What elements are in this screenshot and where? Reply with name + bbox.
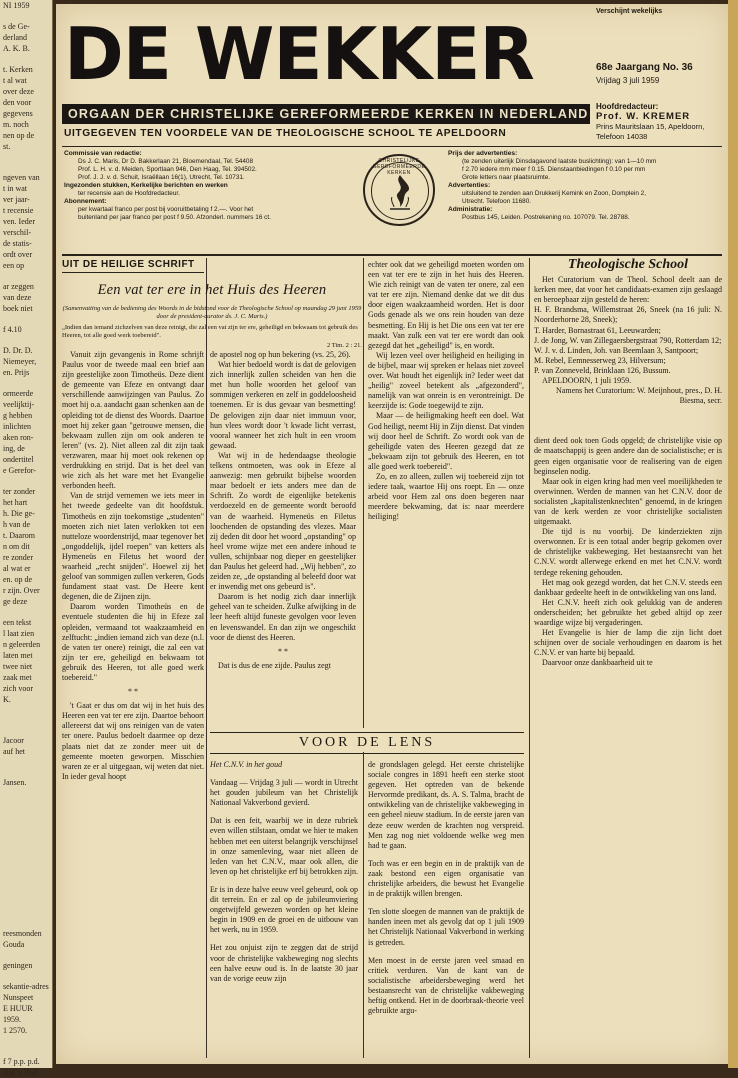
previous-page-text-line: r zijn. Over (3, 586, 40, 595)
burning-bush-icon (372, 163, 428, 219)
paragraph: Die tijd is nu voorbij. De kinderziekten zijn overwonnen. Er is een totaal ander begrip gekomen over de christelijke vakbeweging. Het bestaansrecht van het C.N.V. wordt allerwege erkend en met het C.N.V. wordt terdege rekening gehouden. (534, 527, 722, 577)
previous-page-text-line: ge deze (3, 597, 28, 606)
prijs-line: Grote letters naar plaatsruimte. (462, 174, 551, 181)
column-1-body (62, 350, 204, 782)
previous-page-text-line (0, 888, 52, 898)
previous-page-text-line: f 4.10 (3, 325, 22, 334)
candidate-entry: M. Rebel, Eemnesserweg 23, Hilversum; (534, 355, 666, 365)
bible-reference: 2 Tim. 2 : 21. (326, 342, 362, 349)
previous-page-text-line: 1959. (3, 1015, 21, 1024)
theological-school-heading: Theologische School (567, 257, 689, 272)
previous-page-text-line (0, 878, 52, 888)
commissie-label: Commissie van redactie: (64, 150, 142, 157)
paragraph: Vandaag — Vrijdag 3 juli — wordt in Utrecht het gouden jubileum van het Christelijk Nationaal Vakverbond gevierd. (210, 778, 358, 808)
lens-subheading: Het C.N.V. in het goud (210, 760, 283, 769)
notice-signature: Namens het Curatorium: W. Meijnhout, pres., D. H. Biesma, secr. (556, 386, 722, 406)
editor-block (596, 102, 704, 142)
newspaper-page (56, 4, 728, 1064)
issue-date: Vrijdag 3 juli 1959 (596, 76, 660, 85)
editor-name: Prof. W. KREMER (596, 111, 691, 122)
commissie-line: Prof. J. J. v. d. Schuit, Israëllaan 16(1), Utrecht, Tel. 10731. (78, 174, 245, 181)
previous-page-text-line: auf het (3, 747, 25, 756)
previous-page-text-line (0, 725, 52, 735)
candidate-entry: P. van Zonneveld, Brinklaan 126, Bussum. (534, 365, 671, 375)
paragraph: Maar — de heiligmaking heeft een doel. Wat God heiligt, neemt Hij in Zijn dienst. Dat vinden wij door heel de Schrift. Zo wordt ook van de geheiligde vaten des Heeren gezegd dat ze „bekwaam zijn tot gebruik des Heeren, en tot alle goed werk toebereid". (368, 411, 524, 471)
previous-page-text-line: s de Ge- (3, 22, 30, 31)
abonnement-label: Abonnement: (64, 198, 107, 205)
paragraph: Wat hier bedoeld wordt is dat de gelovigen zich innerlijk zullen scheiden van hen die met hun holle woorden het geloof van sommigen verkeren en zelf in goddeloosheid toenemen. Er is dus gevaar van besmetting! De gelovigen zijn daar niet immuun voor, hun vlees wordt door 't kwade licht verrast, vooral wanneer het zich hult in een vroom gewaad. (210, 360, 356, 450)
previous-page-text-line: aken ron- (3, 433, 34, 442)
previous-page-text-line: t al wat (3, 76, 27, 85)
volume-number: 68e Jaargang No. 36 (596, 62, 693, 73)
article-header (62, 280, 362, 355)
previous-page-text-line (0, 162, 52, 172)
paragraph: Het Evangelie is hier de lamp die zijn licht doet schijnen over de sociale verhoudingen en daarom is het C.N.V. er van harte bij bepaald. (534, 628, 722, 658)
paragraph: Ten slotte sloegen de mannen van de praktijk de handen ineen met als gevolg dat op 1 juli 1909 het Christelijk Nationaal Vakverbond in werking is getreden. (368, 907, 524, 947)
previous-page-text-line: een op (3, 261, 25, 270)
previous-page-text-line: ter zonder (3, 487, 36, 496)
paragraph: Wij lezen veel over heiligheid en heiliging in de bijbel, maar wij spreken er helaas niet zoveel over. Wat houdt het eigenlijk in? Ieder weet dat „heilig" zoveel betekent als „afgezonderd", namelijk van wat onrein is en verontreinigt. De keerzijde is: Gode toegewijd te zijn. (368, 350, 524, 411)
administratie-label: Administratie: (448, 206, 493, 213)
previous-page-text-line: Jansen. (3, 778, 27, 787)
paragraph: 't Gaat er dus om dat wij in het huis des Heeren een vat ter ere zijn. Daartoe behoort allereerst dat wij ons reinigen van de vaten ter onere. Paulus bedoelt daarmee op deze plaats niet dat ze zonder meer uit de gemeente moeten geworpen. Misschien waren ze er al uitgegaan, wij weten dat niet. In ieder geval hoopt (62, 701, 204, 781)
paragraph: dient deed ook toen Gods opgeld; de christelijke visie op de maatschappij is geen andere dan de socialistische; er is geen eigen organisatie voor de realisering van de eigen beginselen nodig. (534, 436, 722, 476)
ingezonden-line: ter recensie aan de Hoofdredacteur. (78, 190, 180, 197)
paragraph: Van de strijd vernemen we iets meer in het tweede gedeelte van dit hoofdstuk. Timotheüs en zijn toekomstige „studenten" moeten zich niet laten verlokken tot een nutteloze woordenstrijd, maar tegenover het „ongoddelijk, ijdel roepen" van ketters als Hymeneüs en Filetus het woord der waarheid „recht snijden". Hoewel zij het geloof van sommigen zullen verkeren, Gods fundament staat vast. De Heere kent degenen, die de Zijnen zijn. (62, 491, 204, 602)
previous-page-text-line: al wat er (3, 564, 31, 573)
previous-page-text-line: gegevens (3, 109, 33, 118)
church-seal-emblem (363, 154, 435, 226)
paragraph: Vanuit zijn gevangenis in Rome schrijft Paulus voor de tweede maal een brief aan zijn geestelijke zoon Timotheüs. Deze dient de gemeente van Efeze en ontvangt daar verschillende aanwijzingen van Paulus. Zo moet hij o.a. aandacht gaan schenken aan de opleiding tot de dienst des Woords. Daartoe moet hij zeker gaan "getrouwe mensen, die bekwaam zullen zijn om ook anderen te leren" (vs. 2). Niet alleen zal dit zijn taak verzwaren, maar hij moet ook rekenen op verdrukking en strijd. Dat is het deel van wie zich als het ware met het Evangelie verbonden heeft. (62, 350, 204, 491)
binding-edge (728, 0, 738, 1068)
previous-page-text-line: ven. Ieder (3, 217, 35, 226)
editor-address: Prins Mauritslaan 15, Apeldoorn, (596, 122, 705, 131)
previous-page-text-line: een tekst (3, 618, 32, 627)
previous-page-text-line: boek niet (3, 304, 33, 313)
previous-page-text-line: ordt over (3, 250, 33, 259)
paragraph: echter ook dat we geheiligd moeten worden om een vat ter ere te zijn in het huis des Heeren. Wie zich reinigt van de vaten ter onere, zal een vat ter ere zijn. Niemand denke dat we dit dus door eigen waakzaamheid worden. Het is door Gods genade als we ons rein houden van deze besmetting. En Hij is het Die ons een vat ter ere maakt. Van zulk een vat ter ere wordt dan ook gezegd dat het „geheiligd" is, en wordt. (368, 260, 524, 350)
advertising-info (448, 150, 722, 222)
previous-page-text-line (0, 798, 52, 808)
advertenties-line: Utrecht. Telefoon 11680. (462, 198, 532, 205)
previous-page-text-line: NI 1959 (3, 1, 30, 10)
editor-phone: Telefoon 14038 (596, 132, 648, 141)
paragraph: Het C.N.V. heeft zich ook gelukkig van de anderen onderscheiden; het gebruikte het gebed altijd op zeer waardige wijze bij vergaderingen. (534, 597, 722, 627)
previous-page-text-line: re zonder (3, 553, 33, 562)
previous-page-text-line (0, 705, 52, 715)
previous-page-text-line: en. op de (3, 575, 33, 584)
masthead-divider (62, 146, 722, 147)
previous-page-text-line: ondertitel (3, 455, 34, 464)
previous-page-text-line: h van de (3, 520, 31, 529)
previous-page-text-line (0, 335, 52, 345)
paragraph: Dat is een feit, waarbij we in deze rubriek even willen stilstaan, omdat we hier te maken hebben met een uiterst belangrijk verschijnsel in onze samenleving, waar niet alleen de leden van het C.N.V., maar ook allen, die leven op het christelijke erf bij betrokken zijn. (210, 816, 358, 876)
section-rule (62, 272, 204, 273)
previous-page-text-line (0, 918, 52, 928)
paragraph: Het zou onjuist zijn te zeggen dat de strijd voor de christelijke vakbeweging nog slechts een halve eeuw oud is. In de laatste 30 jaar van de vorige eeuw zijn (210, 943, 358, 983)
previous-page-text-line: Jacoor (3, 736, 24, 745)
paragraph: Zo, en zo alleen, zullen wij toebereid zijn tot iedere taak, waartoe Hij ons roept. En — onze arbeid voor Hem zal ons doen begeren naar meerdere bekwaming, dat is: naar meerdere heiliging! (368, 471, 524, 522)
commissie-line: Prof. L. H. v. d. Meiden, Sportlaan 946, Den Haag, Tel. 394502. (78, 166, 257, 173)
previous-page-text-line (0, 1046, 52, 1056)
previous-page-text-line: elig v. Bad. (3, 1068, 40, 1077)
advertenties-label: Advertenties: (448, 182, 491, 189)
previous-page-text-line (0, 378, 52, 388)
candidate-entry: H. F. Brandsma, Willemstraat 26, Sneek (na 16 juli: N. Noorderhorne 28, Sneek); (534, 305, 722, 325)
previous-page-text-line (0, 715, 52, 725)
separator-stars: * * (278, 646, 288, 656)
subscription-info (64, 150, 340, 222)
previous-page-text-line: ing, de (3, 444, 25, 453)
previous-page-text-line: t. Kerken (3, 65, 33, 74)
previous-page-text-line: ormeerde (3, 389, 34, 398)
frequency-note: Verschijnt wekelijks (596, 8, 663, 15)
previous-page-text-line (0, 152, 52, 162)
lens-column-b (368, 752, 524, 1024)
candidate-entry: J. de Jong, W. van Zillegaersbergstraat 790, Rotterdam 12; (534, 335, 722, 345)
paragraph: Het Curatorium van de Theol. School deelt aan de kerken mee, dat voor het candidaats-examen zijn geslaagd en beroepbaar zijn gesteld de heren: (534, 275, 722, 305)
previous-page-text-line: het hart (3, 498, 28, 507)
previous-page-edge (0, 0, 53, 1077)
previous-page-text-line: en. Prijs (3, 368, 30, 377)
seal-text: CHRISTELIJKE GEREFORMEERDE KERKEN (372, 158, 426, 176)
previous-page-text-line: ar zeggen (3, 282, 34, 291)
previous-page-text-line: Gouda (3, 940, 25, 949)
article-subtitle: (Samenvatting van de bediening des Woords in de bidstond voor de Theologische School op maandag 29 juni 1959 door de president-curator ds. J. C. Maris.) (62, 305, 362, 320)
administratie-line: Postbus 145, Leiden. Postrekening no. 107079. Tel. 28788. (462, 214, 630, 221)
previous-page-text-line: A. K. B. (3, 44, 30, 53)
candidate-entry: T. Harder, Bornastraat 61, Leeuwarden; (534, 325, 661, 335)
voor-de-lens-title: VOOR DE LENS (298, 735, 436, 750)
previous-page-text-line (0, 898, 52, 908)
previous-page-text-line (0, 848, 52, 858)
seal-inner-ring (371, 162, 429, 220)
column-3-body (368, 260, 524, 522)
previous-page-text-line: f 7 p.p. p.d. (3, 1057, 40, 1066)
paragraph: Men moest in de eerste jaren veel smaad en critiek verduren. Van de kant van de socialistische arbeidersbeweging werd het bestaansrecht van de christelijke vakbeweging heftig ontkend. Het in de doorbraak-theorie veel gebruikte argu- (368, 955, 524, 1016)
ingezonden-label: Ingezonden stukken, Kerkelijke berichten en werken (64, 182, 228, 189)
column-1 (62, 260, 204, 277)
previous-page-text-line: Nunspeet (3, 993, 34, 1002)
column-rule (206, 258, 207, 1058)
paragraph: Het mag ook gezegd worden, dat het C.N.V. steeds een dankbaar gedeelte heeft in de ontwikkeling van ons land. (534, 577, 722, 597)
lens-rule (210, 732, 524, 733)
voor-de-lens-header (210, 732, 524, 754)
previous-page-text-line (0, 767, 52, 777)
masthead-bottom-rule (62, 254, 722, 256)
previous-page-text-line: nen op de (3, 131, 35, 140)
previous-page-text-line (0, 607, 52, 617)
previous-page-text-line: zaak met (3, 673, 32, 682)
separator-stars: * * (128, 687, 138, 697)
paragraph: de grondslagen gelegd. Het eerste christelijke sociale congres in 1891 heeft een sterke stoot gegeven. Het optreden van de bekende Hervormde predikant, ds. A. S. Talma, bracht de ontwikkeling van de christelijke vakbeweging in een geheel nieuw stadium. In de eerste jaren van deze eeuw werden de krachten nog verspreid. Men zag nog niet voldoende welke weg men had te gaan. (368, 760, 524, 850)
previous-page-text-line (0, 788, 52, 798)
previous-page-text-line: Niemeyer, (3, 357, 37, 366)
paragraph: Daarom worden Timotheüs en de eventuele studenten die hij in Efeze zal opleiden, vermaand tot waakzaamheid en zelftucht: „indien iemand zich van deze (n.l. de vaten ter onere) reinigt, die zal een vat zijn ter ere, geheiligd en bekwaam tot gebruik des Heeren, tot alle goed werk toebereid." (62, 602, 204, 682)
article-title: Een vat ter ere in het Huis des Heeren (97, 282, 327, 298)
previous-page-text-line: twee niet (3, 662, 33, 671)
section-heading: UIT DE HEILIGE SCHRIFT (62, 259, 195, 270)
previous-page-text-line (0, 818, 52, 828)
previous-page-text-line (0, 838, 52, 848)
previous-page-text-line (0, 314, 52, 324)
previous-page-text-line: t recensie (3, 206, 34, 215)
previous-page-text-line (0, 271, 52, 281)
previous-page-text-line: E HUUR (3, 1004, 33, 1013)
column-4 (534, 257, 722, 668)
paragraph: Toch was er een begin en in de praktijk van de zaak bestond een eigen organisatie van christelijke arbeiders, die bewust het Evangelie in de praktijk willen brengen. (368, 858, 524, 899)
previous-page-text-line (0, 54, 52, 64)
paragraph: de apostel nog op hun bekering (vs. 25, 26). (210, 350, 351, 359)
abonnement-line: buitenland per jaar franco per post f 9.50. Afzonderl. nummers 16 ct. (78, 214, 271, 221)
prijs-label: Prijs der advertenties: (448, 150, 518, 157)
previous-page-text-line: K. (3, 695, 11, 704)
previous-page-text-line: den voor (3, 98, 32, 107)
previous-page-text-line: n geleerden (3, 640, 41, 649)
previous-page-text-line (0, 757, 52, 767)
previous-page-text-line: st. (3, 142, 11, 151)
previous-page-text-line: inlichten (3, 422, 31, 431)
column-rule (363, 752, 364, 1058)
paragraph: Daarom is het nodig zich daar innerlijk geheel van te scheiden. Zulke afwijking in de leer heeft altijd funeste gevolgen voor leven en levenswandel. En dan zijn we ongeschikt voor de dienst des Heeren. (210, 592, 356, 642)
paragraph: Maar ook in eigen kring had men veel moeilijkheden te overwinnen. Werden de mannen van het C.N.V. door de socialisten „kapitalistenknechten" genoemd, in de kringen van de kerk werden ze voor christelijke socialisten uitgemaakt. (534, 476, 722, 527)
previous-page-text-line: reesmonden (3, 929, 42, 938)
previous-page-text-line: D. Dr. D. (3, 346, 33, 355)
previous-page-text-line: ngeven van (3, 173, 40, 182)
column-2-body (210, 350, 356, 671)
previous-page-text-line (0, 808, 52, 818)
previous-page-text-line: over deze (3, 87, 34, 96)
commissie-line: Ds J. C. Maris, Dr D. Bakkerlaan 21, Bloemendaal, Tel. 54408 (78, 158, 253, 165)
previous-page-text-line (0, 11, 52, 21)
lens-column-a (210, 752, 358, 992)
prijs-line: (te zenden uiterlijk Dinsdagavond laatste buslichting): van 1—10 mm (462, 158, 657, 165)
prijs-line: f 2.70 iedere mm meer f 0.15. Dienstaanbiedingen f 0.10 per mm (462, 166, 646, 173)
previous-page-text-line: verschil- (3, 228, 31, 237)
masthead (56, 4, 728, 254)
previous-page-text-line: ver jaar- (3, 195, 30, 204)
previous-page-text-line (0, 908, 52, 918)
paragraph: Daarvoor onze dankbaarheid uit te (542, 658, 653, 668)
previous-page-text-line: e Gerefor- (3, 466, 36, 475)
article-quote: „Indien dan iemand zichzelven van deze reinigt, die zal een vat zijn ter ere, geheiligd en bekwaam tot gebruik des Heeren, tot alle goed werk toebereid". (62, 324, 358, 339)
previous-page-text-line: 1 2570. (3, 1026, 27, 1035)
previous-page-text-line: veelijktij- (3, 400, 35, 409)
previous-page-text-line: sekantie-adres (3, 982, 49, 991)
previous-page-text-line: van deze (3, 293, 32, 302)
previous-page-text-line: m. noch (3, 120, 29, 129)
previous-page-text-line: zich voor (3, 684, 33, 693)
notice-date: APELDOORN, 1 juli 1959. (542, 376, 632, 386)
previous-page-text-line: h. Die ge- (3, 509, 35, 518)
previous-page-text-line: t. Daarom (3, 531, 35, 540)
previous-page-text-line: laten met (3, 651, 33, 660)
advertenties-line: uitsluitend te zenden aan Drukkerij Kemink en Zoon, Domplein 2, (462, 190, 647, 197)
previous-page-text-line (0, 868, 52, 878)
previous-page-text-line (0, 828, 52, 838)
paragraph: Wat wij in de hedendaagse theologie telkens ontmoeten, was ook in Efeze al aanwezig: men gebruikt bijbelse woorden maar bedoelt er iets anders mee dan de Schrift. Zo wordt de eigenlijke betekenis verdoezeld en de gemeente wordt beroofd van de waarheid. Hymeneüs en Filetus loochenden de opstanding des vlezes. Maar zij deden dit door het woord „opstanding" op heel vrome wijze met een andere inhoud te vullen, schijnbaar nog dieper en geestelijker dan Paulus het geleerd had. „Wij hebben", zo zeiden ze, „de opstanding al beleefd door wat er inwendig met ons gebeurd is". (210, 450, 356, 592)
newspaper-title: DE WEKKER (64, 12, 534, 96)
previous-page-text-line: n om dit (3, 542, 30, 551)
previous-page-text-line: de statis- (3, 239, 32, 248)
candidate-entry: W. J. v. d. Linden, Joh. van Beemlaan 3, Santpoort; (534, 345, 699, 355)
previous-page-text-line (0, 950, 52, 960)
previous-page-text-line: t in wat (3, 184, 27, 193)
paragraph: Er is in deze halve eeuw veel gebeurd, ook op dit terrein. En er zal op de jubileumviering ongetwijfeld gewezen worden op het kleine begin in 1909 en de groei en de uitbouw van het werk, nu in 1959. (210, 884, 358, 935)
abonnement-line: per kwartaal franco per post bij vooruitbetaling f 2.—. Voor het (78, 206, 254, 213)
previous-page-text-line: l laat zien (3, 629, 35, 638)
previous-page-text-line: geningen (3, 961, 33, 970)
editor-label: Hoofdredacteur: (596, 102, 659, 111)
previous-page-text-line: g hebben (3, 411, 33, 420)
column-rule (529, 258, 530, 1058)
previous-page-text-line (0, 971, 52, 981)
previous-page-text-line (0, 858, 52, 868)
previous-page-text-line (0, 1036, 52, 1046)
previous-page-text-line (0, 476, 52, 486)
column-rule (363, 258, 364, 728)
paragraph: Dat is dus de ene zijde. Paulus zegt (218, 660, 331, 670)
previous-page-text-line: derland (3, 33, 27, 42)
publisher-line: UITGEGEVEN TEN VOORDELE VAN DE THEOLOGISCHE SCHOOL TE APELDOORN (64, 128, 507, 139)
subtitle-banner: ORGAAN DER CHRISTELIJKE GEREFORMEERDE KERKEN IN NEDERLAND (62, 104, 590, 124)
